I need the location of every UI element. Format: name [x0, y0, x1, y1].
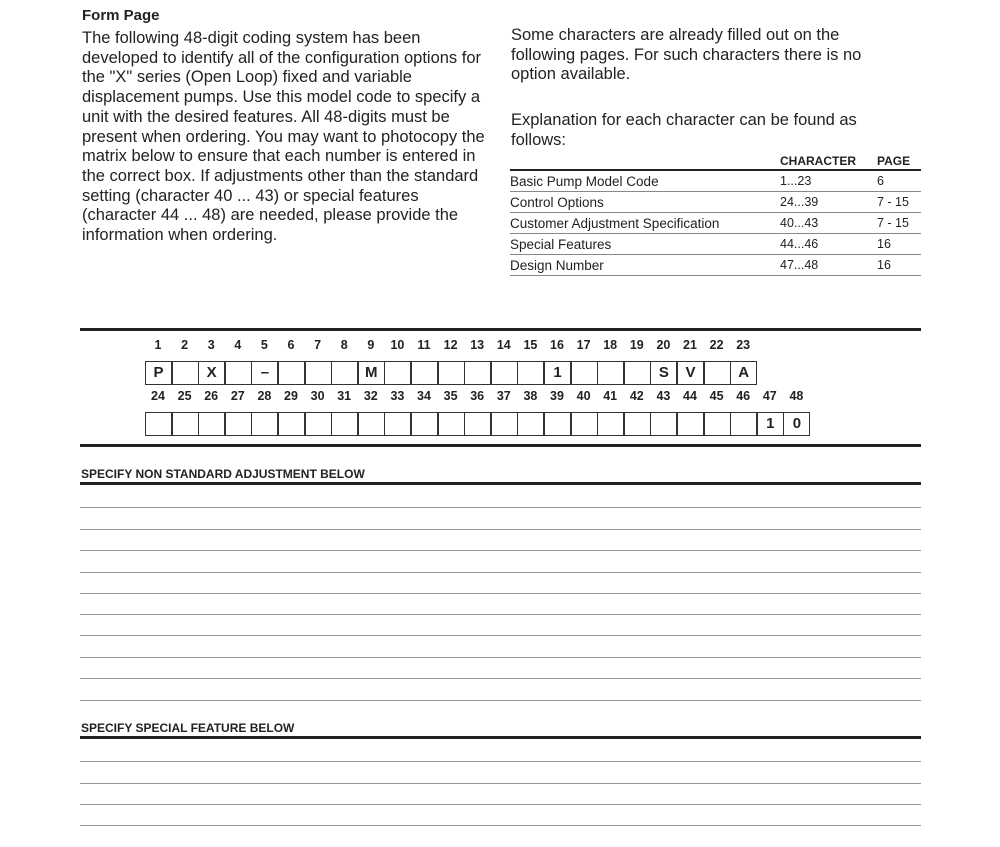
- character-position-number: 31: [337, 389, 352, 403]
- write-line[interactable]: [80, 825, 921, 826]
- code-character-box[interactable]: [145, 412, 172, 436]
- code-character-box[interactable]: [491, 361, 518, 385]
- header-page: PAGE: [877, 152, 921, 170]
- code-character-box[interactable]: [172, 412, 199, 436]
- character-position-number: 14: [496, 338, 511, 352]
- character-position-number: 9: [367, 338, 375, 352]
- code-character-box[interactable]: [571, 361, 598, 385]
- code-character-box[interactable]: [251, 412, 278, 436]
- code-character-box[interactable]: [544, 412, 571, 436]
- code-character-box[interactable]: [278, 361, 305, 385]
- write-line[interactable]: [80, 635, 921, 636]
- row-page: 7 - 15: [877, 213, 921, 234]
- form-title: Form Page: [82, 7, 160, 24]
- code-character-box[interactable]: [517, 361, 544, 385]
- row-description: Basic Pump Model Code: [510, 170, 780, 192]
- header-description: [510, 152, 780, 170]
- table-row: [510, 213, 921, 234]
- row-page: 16: [877, 234, 921, 255]
- character-position-number: 13: [470, 338, 485, 352]
- code-character-box[interactable]: [704, 361, 731, 385]
- character-position-number: 39: [550, 389, 564, 403]
- character-position-number: 46: [736, 389, 751, 403]
- code-character-box[interactable]: P: [145, 361, 172, 385]
- character-position-number: 36: [470, 389, 485, 403]
- code-character-box[interactable]: [677, 412, 704, 436]
- code-character-box[interactable]: V: [677, 361, 704, 385]
- code-character-box[interactable]: [358, 412, 385, 436]
- character-position-number: 38: [523, 389, 538, 403]
- row-character: 40...43: [780, 213, 877, 234]
- code-character-box[interactable]: [384, 361, 411, 385]
- code-character-box[interactable]: [438, 361, 465, 385]
- character-position-number: 32: [363, 389, 378, 403]
- character-position-number: 40: [576, 389, 591, 403]
- write-line[interactable]: [80, 761, 921, 762]
- code-character-box[interactable]: 1: [757, 412, 784, 436]
- code-character-box[interactable]: [650, 412, 677, 436]
- character-position-number: 42: [629, 389, 644, 403]
- code-character-box[interactable]: [305, 361, 332, 385]
- code-character-box[interactable]: [411, 361, 438, 385]
- character-position-number: 47: [762, 389, 777, 403]
- code-character-box[interactable]: [624, 361, 651, 385]
- table-row: [510, 255, 921, 276]
- character-position-number: 33: [390, 389, 405, 403]
- character-position-number: 37: [496, 389, 511, 403]
- nonstandard-adjustment-label: SPECIFY NON STANDARD ADJUSTMENT BELOW: [81, 467, 365, 481]
- intro-paragraph: The following 48-digit coding system has been developed to identify all of the configuration options for the "X" series (Open Loop) fixed and variable displacement pumps. Use this model code to specify a unit with the desired features. All 48-digits must be present when ordering. You may want to photocopy the matrix below to ensure that each number is entered in the correct box. If adjustments other than the standard setting (character 40 ... 43) or special features (character 44 ... 48) are needed, please provide the information when ordering.: [82, 29, 485, 245]
- code-character-box[interactable]: [384, 412, 411, 436]
- special-feature-label: SPECIFY SPECIAL FEATURE BELOW: [81, 721, 295, 735]
- code-character-box[interactable]: [198, 412, 225, 436]
- code-character-box[interactable]: [571, 412, 598, 436]
- write-line[interactable]: [80, 657, 921, 658]
- write-line[interactable]: [80, 572, 921, 573]
- code-character-box[interactable]: [411, 412, 438, 436]
- character-position-number: 15: [523, 338, 538, 352]
- code-character-box[interactable]: [597, 412, 624, 436]
- table-row: [510, 170, 921, 192]
- matrix-bottom-rule: [80, 444, 921, 447]
- header-character: CHARACTER: [780, 152, 877, 170]
- character-position-number: 35: [443, 389, 458, 403]
- code-character-box[interactable]: –: [251, 361, 278, 385]
- write-line[interactable]: [80, 804, 921, 805]
- character-position-number: 7: [314, 338, 322, 352]
- character-position-number: 41: [603, 389, 618, 403]
- character-position-number: 30: [310, 389, 325, 403]
- explanation-table: [510, 152, 921, 276]
- code-character-box[interactable]: [438, 412, 465, 436]
- prefilled-note: Some characters are already filled out on the following pages. For such characters there is no option available.: [511, 26, 862, 84]
- row-description: Customer Adjustment Specification: [510, 213, 780, 234]
- code-character-box[interactable]: 0: [783, 412, 810, 436]
- row-character: 1...23: [780, 170, 877, 192]
- code-character-box[interactable]: A: [730, 361, 757, 385]
- code-character-box[interactable]: [597, 361, 624, 385]
- code-character-box[interactable]: [464, 412, 491, 436]
- write-line[interactable]: [80, 550, 921, 551]
- write-line[interactable]: [80, 507, 921, 508]
- row-description: Special Features: [510, 234, 780, 255]
- character-position-number: 10: [390, 338, 405, 352]
- row-page: 7 - 15: [877, 192, 921, 213]
- code-character-box[interactable]: [172, 361, 199, 385]
- character-position-number: 48: [789, 389, 804, 403]
- character-position-number: 45: [709, 389, 724, 403]
- code-character-box[interactable]: [624, 412, 651, 436]
- write-line[interactable]: [80, 700, 921, 701]
- write-line[interactable]: [80, 678, 921, 679]
- character-position-number: 23: [736, 338, 751, 352]
- code-character-box[interactable]: S: [650, 361, 677, 385]
- code-character-box[interactable]: [491, 412, 518, 436]
- section2-rule: [80, 736, 921, 739]
- character-position-number: 34: [417, 389, 431, 403]
- character-position-number: 24: [151, 389, 165, 403]
- character-position-number: 43: [656, 389, 671, 403]
- code-character-box[interactable]: [225, 412, 252, 436]
- row-character: 47...48: [780, 255, 877, 276]
- character-position-number: 29: [284, 389, 298, 403]
- explanation-note: Explanation for each character can be found as follows:: [511, 111, 857, 149]
- character-position-number: 8: [340, 338, 348, 352]
- character-position-number: 44: [683, 389, 697, 403]
- character-position-number: 16: [550, 338, 564, 352]
- code-character-box[interactable]: [331, 412, 358, 436]
- write-line[interactable]: [80, 614, 921, 615]
- code-character-box[interactable]: 1: [544, 361, 571, 385]
- character-position-number: 26: [204, 389, 219, 403]
- matrix-top-rule: [80, 328, 921, 331]
- character-position-number: 11: [417, 338, 431, 352]
- character-position-number: 6: [287, 338, 295, 352]
- row-character: 44...46: [780, 234, 877, 255]
- code-character-box[interactable]: [225, 361, 252, 385]
- character-position-number: 1: [154, 338, 162, 352]
- table-row: [510, 192, 921, 213]
- code-character-box[interactable]: [517, 412, 544, 436]
- row-description: Control Options: [510, 192, 780, 213]
- character-position-number: 21: [683, 338, 697, 352]
- character-position-number: 20: [656, 338, 671, 352]
- code-character-box[interactable]: [704, 412, 731, 436]
- character-position-number: 17: [576, 338, 591, 352]
- character-position-number: 28: [257, 389, 272, 403]
- row-character: 24...39: [780, 192, 877, 213]
- character-position-number: 5: [260, 338, 268, 352]
- code-character-box[interactable]: [331, 361, 358, 385]
- row-page: 6: [877, 170, 921, 192]
- code-character-box[interactable]: [730, 412, 757, 436]
- write-line[interactable]: [80, 529, 921, 530]
- code-character-box[interactable]: [278, 412, 305, 436]
- row-description: Design Number: [510, 255, 780, 276]
- character-position-number: 25: [177, 389, 192, 403]
- character-position-number: 27: [230, 389, 245, 403]
- code-character-box[interactable]: X: [198, 361, 225, 385]
- character-position-number: 22: [709, 338, 724, 352]
- character-position-number: 4: [234, 338, 242, 352]
- code-character-box[interactable]: M: [358, 361, 385, 385]
- row-page: 16: [877, 255, 921, 276]
- write-line[interactable]: [80, 593, 921, 594]
- character-position-number: 18: [603, 338, 618, 352]
- section1-rule: [80, 482, 921, 485]
- character-position-number: 19: [629, 338, 644, 352]
- character-position-number: 3: [207, 338, 215, 352]
- code-character-box[interactable]: [464, 361, 491, 385]
- table-row: [510, 234, 921, 255]
- character-position-number: 12: [443, 338, 458, 352]
- character-position-number: 2: [181, 338, 189, 352]
- code-character-box[interactable]: [305, 412, 332, 436]
- write-line[interactable]: [80, 783, 921, 784]
